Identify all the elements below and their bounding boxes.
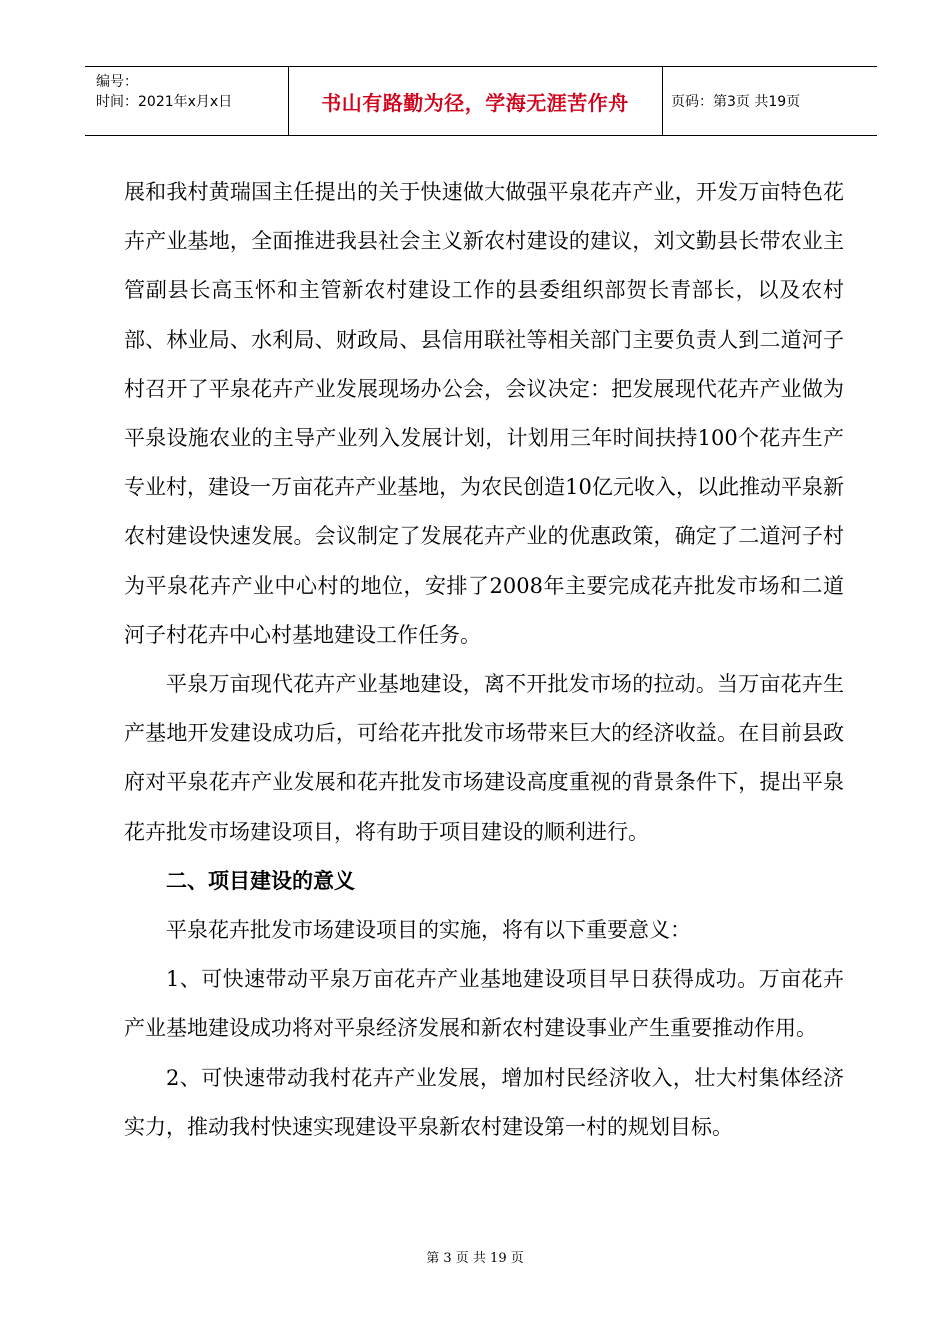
paragraph: 平泉花卉批发市场建设项目的实施，将有以下重要意义： bbox=[166, 918, 691, 943]
paragraph: 平泉万亩现代花卉产业基地建设，离不开批发市场的拉动。当万亩花卉生产基地开发建设成功后，可给花卉批发市场带来巨大的经济收益。在目前县政府对平泉花卉产业发展和花卉批发市场建设高度重视的背景条件下，提出平泉花卉批发市场建设项目，将有助于项目建设的顺利进行。 bbox=[124, 672, 844, 844]
header-page-number: 页码：第3页 共19页 bbox=[671, 94, 801, 110]
page-footer: 第 3 页 共 19 页 bbox=[426, 1251, 524, 1266]
list-item: 2、可快速带动我村花卉产业发展，增加村民经济收入，壮大村集体经济实力，推动我村快速实现建设平泉新农村建设第一村的规划目标。 bbox=[124, 1065, 844, 1139]
header-meta bbox=[85, 67, 288, 135]
number-label: 编号： bbox=[96, 74, 138, 90]
header-motto: 书山有路勤为径，学海无涯苦作舟 bbox=[321, 90, 629, 115]
list-item: 1、可快速带动平泉万亩花卉产业基地建设项目早日获得成功。万亩花卉产业基地建设成功将对平泉经济发展和新农村建设事业产生重要推动作用。 bbox=[124, 967, 844, 1041]
time-label: 时间：2021年x月x日 bbox=[96, 94, 233, 110]
section-heading: 二、项目建设的意义 bbox=[166, 868, 355, 893]
page-header bbox=[85, 66, 877, 136]
document-body bbox=[124, 168, 844, 1152]
paragraph-continuation: 展和我村黄瑞国主任提出的关于快速做大做强平泉花卉产业，开发万亩特色花卉产业基地，全面推进我县社会主义新农村建设的建议，刘文勤县长带农业主管副县长高玉怀和主管新农村建设工作的县委组织部贺长青部长，以及农村部、林业局、水利局、财政局、县信用联社等相关部门主要负责人到二道河子村召开了平泉花卉产业发展现场办公会，会议决定：把发展现代花卉产业做为平泉设施农业的主导产业列入发展计划，计划用三年时间扶持100个花卉生产专业村，建设一万亩花卉产业基地，为农民创造10亿元收入，以此推动平泉新农村建设快速发展。会议制定了发展花卉产业的优惠政策，确定了二道河子村为平泉花卉产业中心村的地位，安排了2008年主要完成花卉批发市场和二道河子村花卉中心村基地建设工作任务。 bbox=[124, 180, 844, 647]
